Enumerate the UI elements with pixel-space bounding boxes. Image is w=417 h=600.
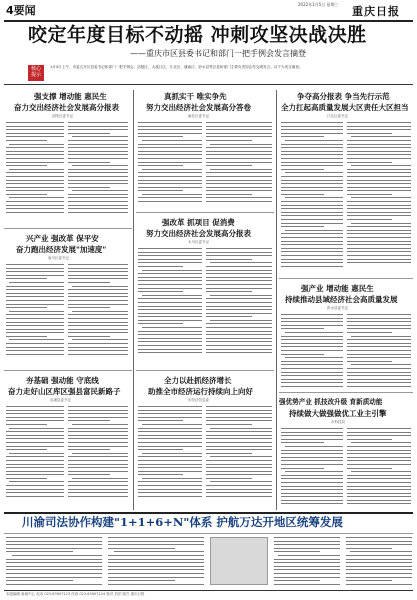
article-title: 持续做大做强做优工业主引擎 [289,409,387,418]
article-title: 真抓实干 唯实争先 [164,92,227,101]
article-body [138,406,202,506]
article-title: 奋力走好山区库区强县富民新路子 [8,387,121,396]
column-divider [133,90,134,510]
article-divider [4,370,132,371]
page-headline: 咬定年度目标不动摇 冲刺攻坚决战决胜 [28,24,367,46]
article-title: 夯基础 强动能 守底线 [26,376,99,385]
article-byline: 江北区委书记 [327,114,348,118]
article-8 [136,374,274,510]
footer-rule [4,590,413,591]
page-subhead: ——重庆市区县委书记和部门一把手例会发言摘登 [130,49,306,58]
article-body [6,406,64,506]
intro-text: 1月4日上午，市委召开区县委书记和部门一把手例会。涪陵区、大渡口区、江北区、潼南区、彭水县等区县和部门主要负责同志作交流发言。以下为发言摘登。 [50,65,303,69]
article-title: 全力以赴抓经济增长 [164,376,232,385]
bottom-headline: 川渝司法协作构建"1+1+6+N"体系 护航万达开地区统筹发展 [22,515,343,529]
core-tip-label: 核心提示 [30,66,41,78]
bottom-photo [210,537,268,585]
article-body [6,122,64,222]
bottom-story-rule [4,512,413,514]
article-title: 努力交出经济社会发展高分报表 [146,229,251,238]
article-body [138,122,202,208]
article-title: 助推全市经济运行持续向上向好 [148,387,253,396]
article-body [281,428,343,508]
footer-text: 本版编辑 新闻中心 电话 023-63907123 传真 023-63907124 校对 刘洋 版式 重庆日报 [6,592,145,596]
article-body [6,264,64,364]
article-title: 持续推动县域经济社会高质量发展 [285,295,398,304]
article-divider [136,370,274,371]
article-7 [4,374,130,510]
article-title: 强改革 抓项目 促消费 [162,218,235,227]
article-byline: 市经济信息委 [188,398,209,402]
article-1 [4,90,130,225]
article-title: 强支撑 增动能 惠民生 [34,92,107,101]
article-2 [136,90,274,210]
article-6 [279,282,413,392]
article-byline: 涪陵区委书记 [52,114,73,118]
article-title: 强产业 增动能 惠民生 [301,284,374,293]
masthead-rule [4,20,413,22]
article-body [347,428,411,508]
bottom-body [6,537,102,587]
article-body [68,264,128,364]
article-divider [136,212,274,213]
article-body [206,122,272,208]
article-body [347,314,411,390]
article-byline: 渝北区委书记 [188,114,209,118]
article-body [281,122,343,272]
bottom-body [108,537,204,587]
intro-rule [4,84,413,85]
article-title: 奋力交出经济社会发展高分报表 [14,103,119,112]
article-title: 奋力跑出经济发展"加速度" [16,245,107,254]
article-byline: 永川区委书记 [188,240,209,244]
article-9 [279,396,413,510]
article-body [347,122,411,272]
article-body [68,406,128,506]
bottom-body [346,537,412,587]
bottom-body [274,537,340,587]
article-byline: 南川区委书记 [48,256,69,260]
article-5 [136,216,274,366]
article-body [206,406,272,506]
article-4 [4,232,130,367]
article-3 [279,90,413,275]
paper-name-logo: 重庆日报 [352,5,400,18]
bottom-headline-rule [4,533,413,534]
article-title: 强优势产业 抓技改升级 育新质动能 [279,398,383,406]
date-line: 2022年1月5日 星期三 [298,2,339,7]
article-title: 努力交出经济社会发展高分答卷 [146,103,251,112]
article-title: 兴产业 强改革 保平安 [26,234,99,243]
article-divider [279,278,413,279]
article-byline: 巫溪县委书记 [50,398,71,402]
article-divider [4,228,132,229]
article-divider [279,392,413,393]
article-byline: 市科技局 [331,420,345,424]
article-body [138,248,202,363]
article-byline: 彭水县委书记 [327,306,348,310]
article-title: 争夺高分报表 争当先行示范 [297,92,390,101]
article-body [281,314,343,390]
page-label: 4要闻 [6,4,36,17]
article-title: 全力扛起高质量发展大区责任大区担当 [281,103,409,112]
article-body [206,248,272,363]
article-body [68,122,128,222]
column-divider [276,90,277,510]
